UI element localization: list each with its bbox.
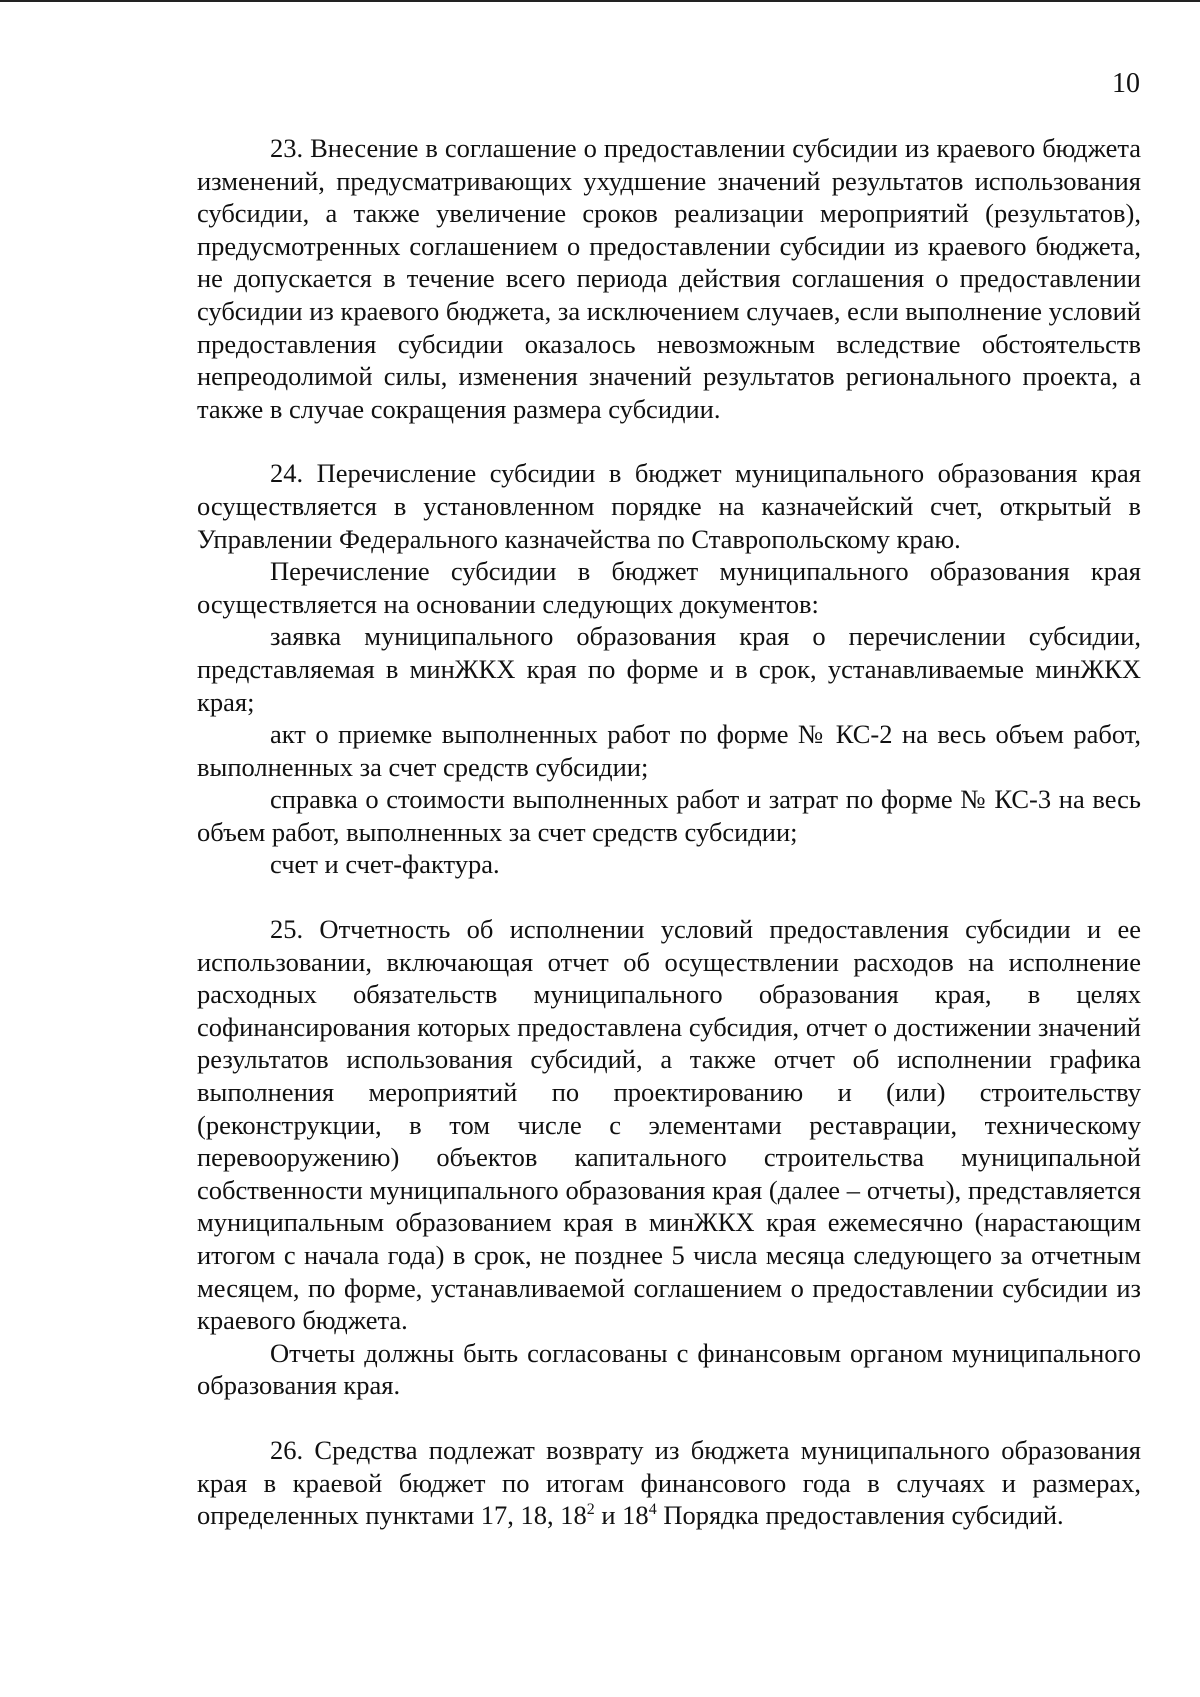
paragraph-25: 25. Отчетность об исполнении условий предоставления субсидии и ее использовании, включающая отчет об осуществлении расходов на исполнение расходных обязательств муниципального образования края, в целях софинансирования которых предоставлена субсидия, отчет о достижении значений результатов использования субсидий, а также отчет об исполнении графика выполнения мероприятий по проектированию и (или) строительству (реконструкции, в том числе с элементами реставрации, техническому перевооружению) объектов капитального строительства муниципальной собственности муниципального образования края (далее – отчеты), представляется муниципальным образованием края в минЖКХ края ежемесячно (нарастающим итогом с начала года) в срок, не позднее 5 числа месяца следующего за отчетным месяцем, по форме, устанавливаемой соглашением о предоставлении субсидии из краевого бюджета. bbox=[197, 914, 1141, 1336]
document-body bbox=[197, 132, 1141, 1532]
superscript-2: 2 bbox=[586, 1501, 595, 1519]
paragraph-26-text-part1: 26. Средства подлежат возврату из бюджета муниципального образования края в краевой бюджет по итогам финансового года в случаях и размерах, определенных пунктами 17, 18, 18 bbox=[197, 1434, 1141, 1531]
page-number: 10 bbox=[1112, 68, 1140, 99]
paragraph-26-text-part2: и 18 bbox=[594, 1500, 649, 1531]
paragraph-25-approval: Отчеты должны быть согласованы с финансовым органом муниципального образования края. bbox=[197, 1337, 1141, 1401]
list-item-invoice: счет и счет-фактура. bbox=[270, 849, 500, 880]
top-border-line bbox=[0, 0, 1200, 2]
paragraph-24: 24. Перечисление субсидии в бюджет муниципального образования края осуществляется в установленном порядке на казначейский счет, открытый в Управлении Федерального казначейства по Ставропольскому краю. bbox=[197, 458, 1141, 554]
paragraph-24-documents-intro: Перечисление субсидии в бюджет муниципального образования края осуществляется на основании следующих документов: bbox=[197, 556, 1141, 619]
paragraph-26 bbox=[197, 1434, 1141, 1532]
superscript-4: 4 bbox=[648, 1501, 657, 1519]
list-item-application: заявка муниципального образования края о перечислении субсидии, представляемая в минЖКХ края по форме и в срок, устанавливаемые минЖКХ края; bbox=[197, 621, 1141, 717]
paragraph-23: 23. Внесение в соглашение о предоставлении субсидии из краевого бюджета изменений, предусматривающих ухудшение значений результатов использования субсидии, а также увеличение сроков реализации мероприятий (результатов), предусмотренных соглашением о предоставлении субсидии из краевого бюджета, не допускается в течение всего периода действия соглашения о предоставлении субсидии из краевого бюджета, за исключением случаев, если выполнение условий предоставления субсидии оказалось невозможным вследствие обстоятельств непреодолимой силы, изменения значений результатов регионального проекта, а также в случае сокращения размера субсидии. bbox=[197, 133, 1141, 424]
paragraph-26-text-part3: Порядка предоставления субсидий. bbox=[656, 1500, 1064, 1531]
list-item-certificate-ks3: справка о стоимости выполненных работ и затрат по форме № КС-3 на весь объем работ, выполненных за счет средств субсидии; bbox=[197, 784, 1141, 847]
list-item-act-ks2: акт о приемке выполненных работ по форме № КС-2 на весь объем работ, выполненных за счет средств субсидии; bbox=[197, 719, 1141, 782]
